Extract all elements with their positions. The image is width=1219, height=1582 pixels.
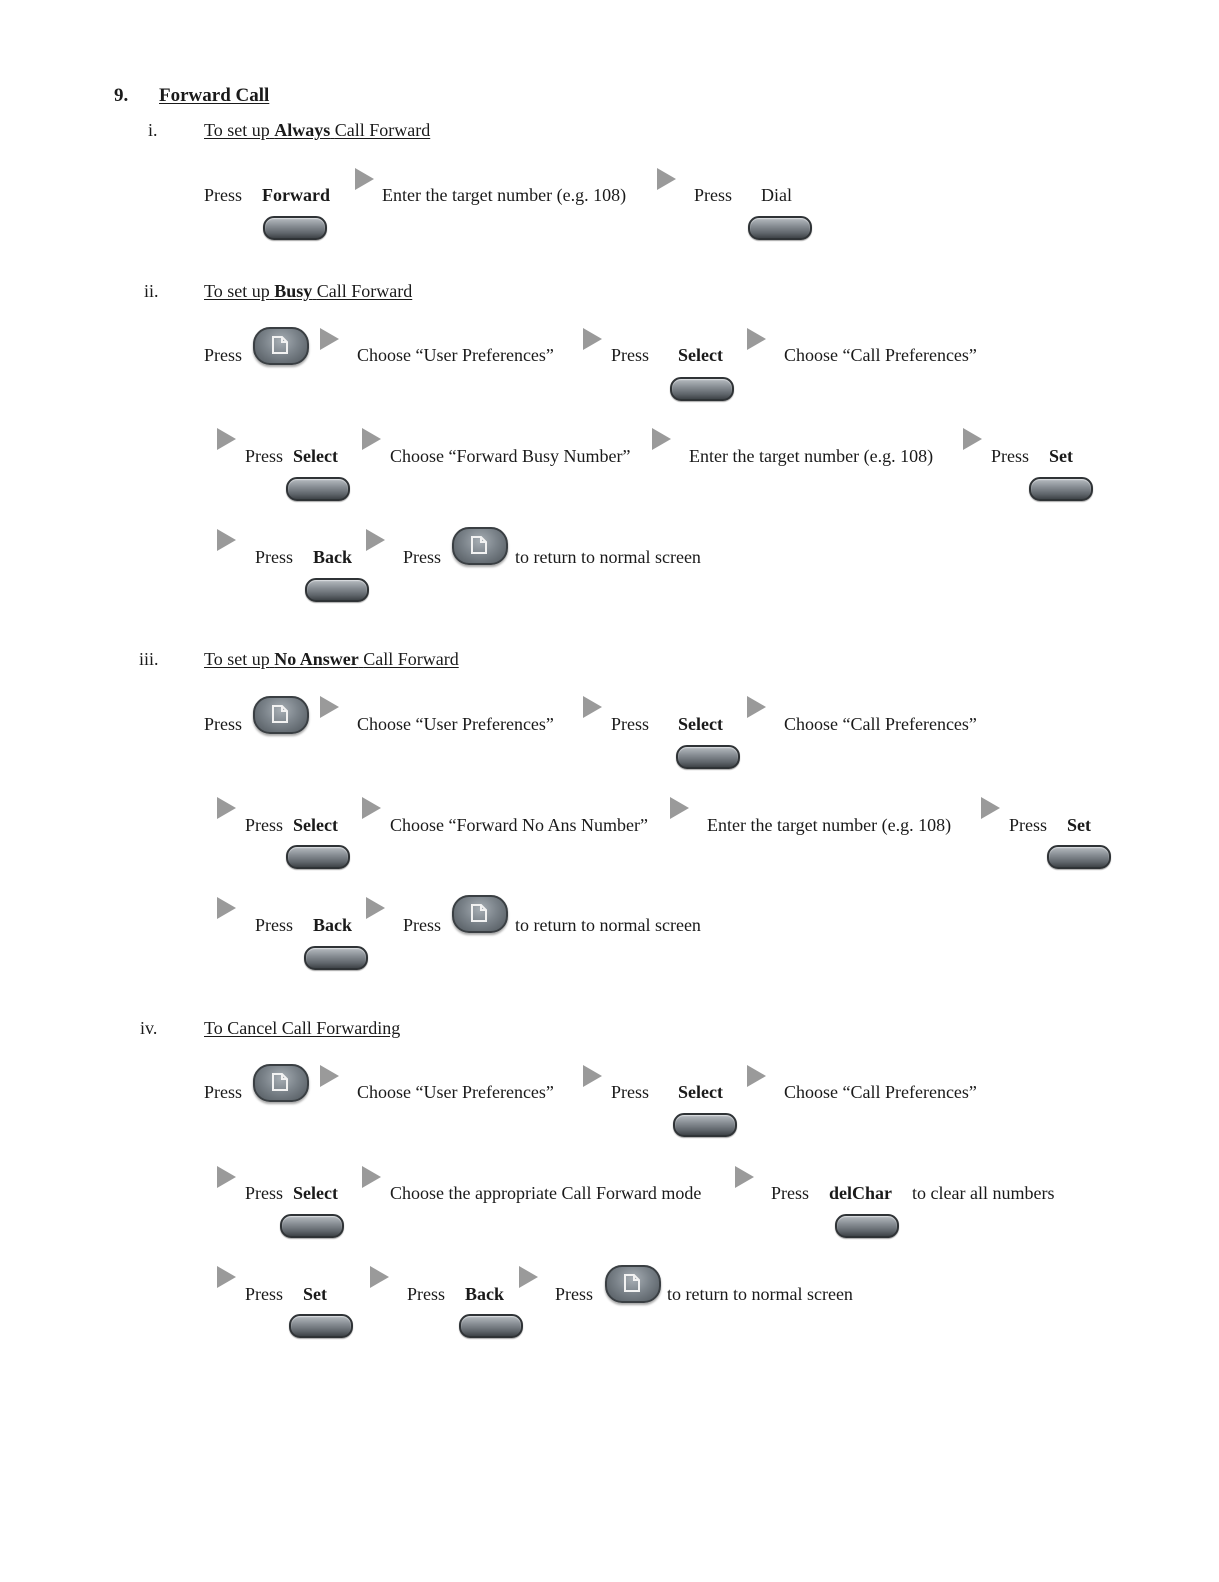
settings-menu-button[interactable]: [452, 895, 508, 933]
subsection-numeral: iv.: [140, 1018, 158, 1038]
document-icon: [621, 1273, 643, 1293]
step-text: Press: [403, 915, 442, 935]
step-arrow-icon: [320, 328, 339, 350]
settings-menu-button[interactable]: [605, 1265, 661, 1303]
softkey-label-set: Set: [1049, 446, 1073, 466]
step-text: Press: [403, 547, 442, 567]
document-icon: [468, 903, 490, 923]
step-arrow-icon: [747, 696, 766, 718]
step-text: Press: [771, 1183, 810, 1203]
softkey-label-set: Set: [303, 1284, 327, 1304]
step-arrow-icon: [963, 428, 982, 450]
step-arrow-icon: [362, 797, 381, 819]
step-text: Press: [204, 185, 243, 205]
step-arrow-icon: [355, 168, 374, 190]
softkey-label-select: Select: [678, 345, 723, 365]
softkey-label-select: Select: [293, 815, 338, 835]
step-text: Enter the target number (e.g. 108): [707, 815, 952, 835]
step-text: to return to normal screen: [515, 915, 701, 935]
subsection-numeral: iii.: [139, 649, 159, 669]
step-text: Choose “Call Preferences”: [784, 714, 977, 734]
step-arrow-icon: [362, 428, 381, 450]
softkey-label-select: Select: [293, 1183, 338, 1203]
step-arrow-icon: [747, 1065, 766, 1087]
settings-menu-button[interactable]: [253, 1064, 309, 1102]
step-text: Press: [611, 1082, 650, 1102]
step-text: Press: [204, 714, 243, 734]
select-softkey-button[interactable]: [670, 377, 734, 401]
settings-menu-button[interactable]: [253, 327, 309, 365]
step-text: Choose “User Preferences”: [357, 345, 554, 365]
select-softkey-button[interactable]: [673, 1113, 737, 1137]
step-arrow-icon: [366, 897, 385, 919]
step-arrow-icon: [217, 797, 236, 819]
step-arrow-icon: [583, 328, 602, 350]
subsection-title: To set up Always Call Forward: [204, 120, 431, 140]
step-text: Choose “Forward Busy Number”: [390, 446, 631, 466]
select-softkey-button[interactable]: [280, 1214, 344, 1238]
softkey-label-select: Select: [293, 446, 338, 466]
step-arrow-icon: [670, 797, 689, 819]
step-arrow-icon: [981, 797, 1000, 819]
back-softkey-button[interactable]: [304, 946, 368, 970]
step-arrow-icon: [652, 428, 671, 450]
step-text: to clear all numbers: [912, 1183, 1055, 1203]
step-text: Press: [255, 547, 294, 567]
step-arrow-icon: [217, 1166, 236, 1188]
step-text: Choose “Forward No Ans Number”: [390, 815, 648, 835]
softkey-label-set: Set: [1067, 815, 1091, 835]
step-text: Press: [611, 345, 650, 365]
subsection-title: To set up Busy Call Forward: [204, 281, 413, 301]
delchar-softkey-button[interactable]: [835, 1214, 899, 1238]
step-text: Press: [694, 185, 733, 205]
step-text: Press: [255, 915, 294, 935]
step-text: to return to normal screen: [667, 1284, 853, 1304]
subsection-title: To Cancel Call Forwarding: [204, 1018, 401, 1038]
step-arrow-icon: [217, 1266, 236, 1288]
dial-softkey-button[interactable]: [748, 216, 812, 240]
softkey-label-select: Select: [678, 714, 723, 734]
forward-softkey-button[interactable]: [263, 216, 327, 240]
document-icon: [269, 335, 291, 355]
select-softkey-button[interactable]: [286, 845, 350, 869]
settings-menu-button[interactable]: [452, 527, 508, 565]
softkey-label-back: Back: [465, 1284, 505, 1304]
softkey-label-dial: Dial: [761, 185, 792, 205]
step-arrow-icon: [320, 1065, 339, 1087]
section-number: 9.: [114, 85, 129, 106]
step-arrow-icon: [519, 1266, 538, 1288]
back-softkey-button[interactable]: [459, 1314, 523, 1338]
subsection-numeral: ii.: [144, 281, 159, 301]
step-arrow-icon: [583, 1065, 602, 1087]
step-text: Enter the target number (e.g. 108): [689, 446, 934, 466]
softkey-label-delchar: delChar: [829, 1183, 892, 1203]
back-softkey-button[interactable]: [305, 578, 369, 602]
step-text: Press: [245, 815, 284, 835]
step-text: Choose “Call Preferences”: [784, 345, 977, 365]
step-text: Choose “Call Preferences”: [784, 1082, 977, 1102]
select-softkey-button[interactable]: [676, 745, 740, 769]
softkey-label-select: Select: [678, 1082, 723, 1102]
softkey-label-forward: Forward: [262, 185, 330, 205]
step-text: Press: [204, 345, 243, 365]
section-title: Forward Call: [159, 85, 270, 106]
step-text: Choose the appropriate Call Forward mode: [390, 1183, 702, 1203]
step-text: Press: [555, 1284, 594, 1304]
softkey-label-back: Back: [313, 915, 353, 935]
set-softkey-button[interactable]: [1047, 845, 1111, 869]
step-text: to return to normal screen: [515, 547, 701, 567]
step-arrow-icon: [217, 428, 236, 450]
document-icon: [269, 704, 291, 724]
step-text: Press: [204, 1082, 243, 1102]
step-text: Press: [245, 1183, 284, 1203]
step-arrow-icon: [320, 696, 339, 718]
set-softkey-button[interactable]: [1029, 477, 1093, 501]
subsection-numeral: i.: [148, 120, 158, 140]
set-softkey-button[interactable]: [289, 1314, 353, 1338]
settings-menu-button[interactable]: [253, 696, 309, 734]
step-text: Press: [991, 446, 1030, 466]
step-text: Press: [1009, 815, 1048, 835]
subsection-title: To set up No Answer Call Forward: [204, 649, 459, 669]
step-text: Press: [407, 1284, 446, 1304]
step-arrow-icon: [217, 897, 236, 919]
step-arrow-icon: [735, 1166, 754, 1188]
step-arrow-icon: [362, 1166, 381, 1188]
document-icon: [468, 535, 490, 555]
softkey-label-back: Back: [313, 547, 353, 567]
document-icon: [269, 1072, 291, 1092]
step-text: Press: [245, 446, 284, 466]
step-text: Choose “User Preferences”: [357, 1082, 554, 1102]
step-arrow-icon: [366, 529, 385, 551]
step-text: Press: [245, 1284, 284, 1304]
select-softkey-button[interactable]: [286, 477, 350, 501]
step-arrow-icon: [747, 328, 766, 350]
step-text: Choose “User Preferences”: [357, 714, 554, 734]
step-text: Enter the target number (e.g. 108): [382, 185, 627, 205]
step-arrow-icon: [583, 696, 602, 718]
step-text: Press: [611, 714, 650, 734]
step-arrow-icon: [657, 168, 676, 190]
step-arrow-icon: [370, 1266, 389, 1288]
step-arrow-icon: [217, 529, 236, 551]
